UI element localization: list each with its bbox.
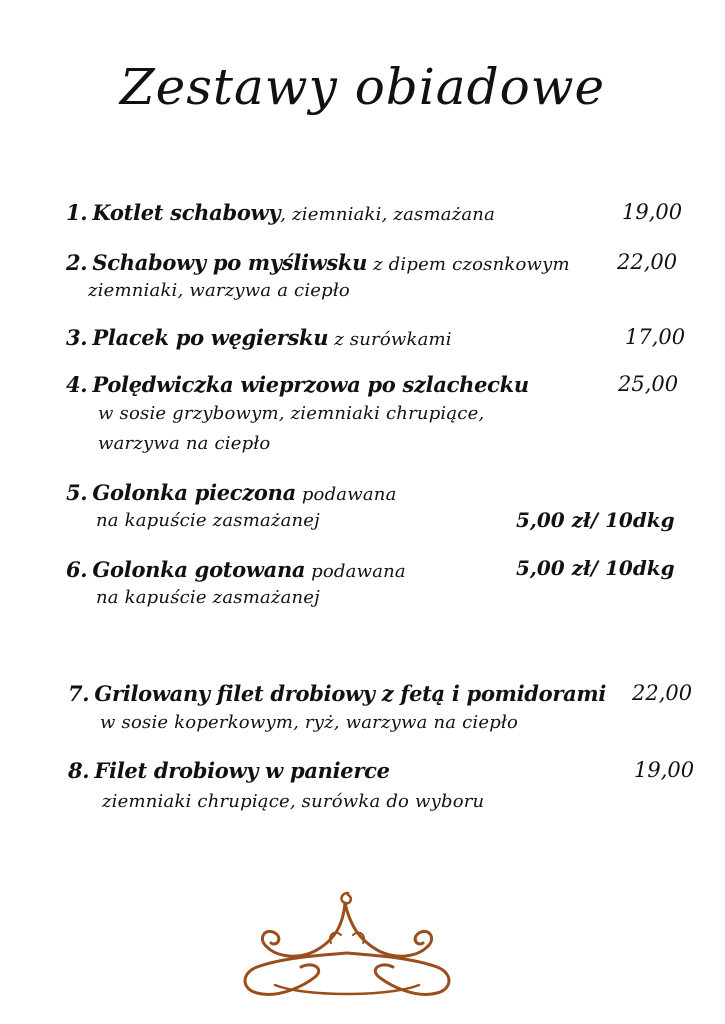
decorative-flourish-icon [235, 885, 465, 1005]
item-detail: na kapuście zasmażanej [96, 510, 320, 531]
item-inline-desc: podawana [305, 561, 406, 582]
item-name: Kotlet schabowy [92, 200, 281, 225]
item-price: 19,00 [634, 758, 695, 782]
item-number: 2. [66, 250, 88, 275]
item-name: Polędwiczka wieprzowa po szlachecku [92, 372, 529, 397]
item-price: 22,00 [617, 250, 678, 274]
item-name: Golonka pieczona [92, 480, 296, 505]
item-number: 3. [66, 325, 88, 350]
item-number: 1. [66, 200, 88, 225]
item-number: 5. [66, 480, 88, 505]
item-detail: ziemniaki, warzywa a ciepło [88, 280, 350, 301]
item-name: Filet drobiowy w panierce [94, 758, 390, 783]
menu-item-2 [66, 250, 570, 275]
item-name: Schabowy po myśliwsku [92, 250, 368, 275]
item-inline-desc: z surówkami [328, 329, 452, 350]
menu-item-6 [66, 557, 406, 582]
item-detail: ziemniaki chrupiące, surówka do wyboru [102, 791, 485, 812]
item-detail: warzywa na ciepło [98, 433, 271, 454]
menu-item-3 [66, 325, 452, 350]
item-inline-desc: , ziemniaki, zasmażana [280, 204, 496, 225]
item-detail: w sosie koperkowym, ryż, warzywa na ciepło [100, 712, 519, 733]
menu-item-1 [66, 200, 495, 225]
item-name: Placek po węgiersku [92, 325, 329, 350]
item-price: 25,00 [618, 372, 679, 396]
item-detail: w sosie grzybowym, ziemniaki chrupiące, [98, 403, 485, 424]
item-number: 7. [68, 681, 90, 706]
item-detail: na kapuście zasmażanej [96, 587, 320, 608]
menu-item-5 [66, 480, 397, 505]
item-name: Grilowany filet drobiowy z fetą i pomidorami [94, 681, 607, 706]
item-number: 6. [66, 557, 88, 582]
item-number: 4. [66, 372, 88, 397]
item-price: 22,00 [632, 681, 693, 705]
item-price: 17,00 [625, 325, 686, 349]
item-price: 19,00 [622, 200, 683, 224]
menu-title: Zestawy obiadowe [119, 58, 606, 116]
item-price: 5,00 zł/ 10dkg [516, 556, 675, 580]
item-name: Golonka gotowana [92, 557, 306, 582]
menu-item-4 [66, 372, 529, 397]
item-inline-desc: podawana [295, 484, 397, 505]
menu-item-8 [68, 758, 390, 783]
item-inline-desc: z dipem czosnkowym [367, 254, 570, 275]
item-number: 8. [68, 758, 90, 783]
item-price: 5,00 zł/ 10dkg [516, 508, 675, 532]
menu-item-7 [68, 681, 606, 706]
